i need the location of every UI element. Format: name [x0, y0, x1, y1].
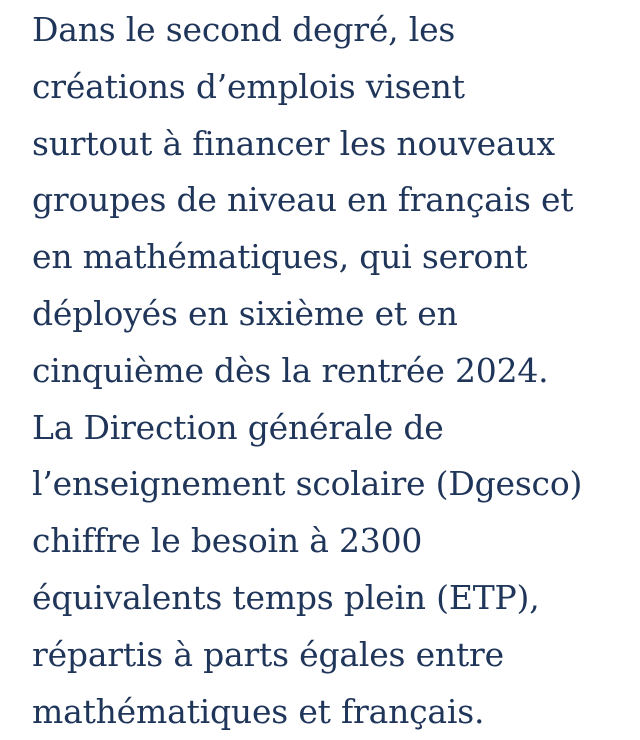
paragraph-line: Dans le second degré, les — [32, 10, 456, 49]
paragraph-line: groupes de niveau en français et — [32, 180, 574, 220]
paragraph-line: La Direction générale de — [32, 407, 444, 447]
paragraph-line: déployés en sixième et en — [32, 293, 458, 333]
paragraph-line: surtout à financer les nouveaux — [32, 123, 555, 163]
paragraph-line: créations d’emplois visent — [32, 66, 465, 106]
article-paragraph — [32, 2, 632, 740]
paragraph-line: répartis à parts égales entre — [32, 634, 504, 674]
paragraph-line: chiffre le besoin à 2300 — [32, 521, 423, 561]
paragraph-line: en mathématiques, qui seront — [32, 237, 528, 277]
paragraph-line: mathématiques et français. — [32, 691, 485, 731]
paragraph-line: cinquième dès la rentrée 2024. — [32, 350, 549, 390]
paragraph-line: équivalents temps plein (ETP), — [32, 577, 540, 617]
paragraph-line: l’enseignement scolaire (Dgesco) — [32, 464, 583, 504]
